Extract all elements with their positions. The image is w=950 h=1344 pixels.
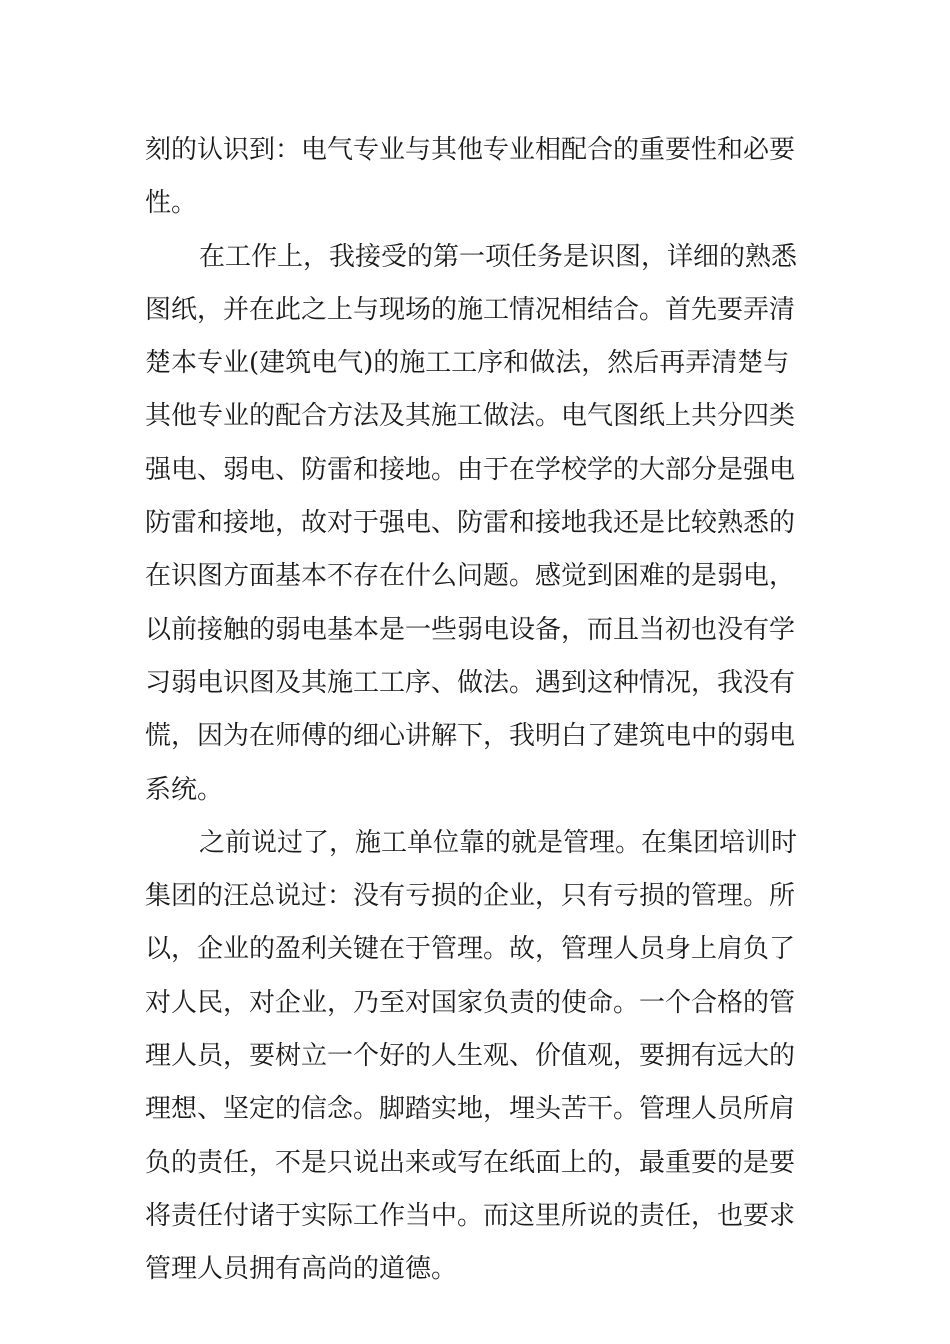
text-line: 理人员，要树立一个好的人生观、价值观，要拥有远大的 — [145, 1041, 796, 1072]
text-line: 楚本专业(建筑电气)的施工工序和做法，然后再弄清楚与 — [145, 348, 790, 379]
text-line: 理想、坚定的信念。脚踏实地，埋头苦干。管理人员所肩 — [145, 1094, 796, 1125]
text-line: 以，企业的盈利关键在于管理。故，管理人员身上肩负了 — [145, 934, 796, 965]
text-line: 系统。 — [145, 774, 224, 805]
paragraph-1 — [145, 124, 815, 231]
text-line: 对人民，对企业，乃至对国家负责的使命。一个合格的管 — [145, 987, 796, 1018]
text-line: 防雷和接地，故对于强电、防雷和接地我还是比较熟悉的 — [145, 508, 796, 539]
text-line: 强电、弱电、防雷和接地。由于在学校学的大部分是强电 — [145, 454, 796, 485]
paragraph-3 — [145, 817, 815, 1297]
text-line: 以前接触的弱电基本是一些弱电设备，而且当初也没有学 — [145, 614, 796, 645]
text-line: 将责任付诸于实际工作当中。而这里所说的责任，也要求 — [145, 1200, 796, 1231]
text-line: 管理人员拥有高尚的道德。 — [145, 1254, 458, 1285]
text-line: 图纸，并在此之上与现场的施工情况相结合。首先要弄清 — [145, 294, 796, 325]
text-line: 习弱电识图及其施工工序、做法。遇到这种情况，我没有 — [145, 667, 796, 698]
text-line: 在工作上，我接受的第一项任务是识图，详细的熟悉 — [199, 241, 798, 272]
text-line: 慌，因为在师傅的细心讲解下，我明白了建筑电中的弱电 — [145, 721, 796, 752]
paragraph-2 — [145, 231, 815, 817]
text-line: 之前说过了，施工单位靠的就是管理。在集团培训时 — [199, 827, 798, 858]
text-line: 刻的认识到：电气专业与其他专业相配合的重要性和必要 — [145, 135, 796, 165]
text-line: 负的责任，不是只说出来或写在纸面上的，最重要的是要 — [145, 1147, 796, 1178]
text-line: 其他专业的配合方法及其施工做法。电气图纸上共分四类 — [145, 401, 796, 432]
document-body — [145, 124, 815, 1297]
text-line: 集团的汪总说过：没有亏损的企业，只有亏损的管理。所 — [145, 881, 796, 912]
text-line: 性。 — [145, 188, 198, 219]
text-line: 在识图方面基本不存在什么问题。感觉到困难的是弱电， — [145, 561, 796, 592]
